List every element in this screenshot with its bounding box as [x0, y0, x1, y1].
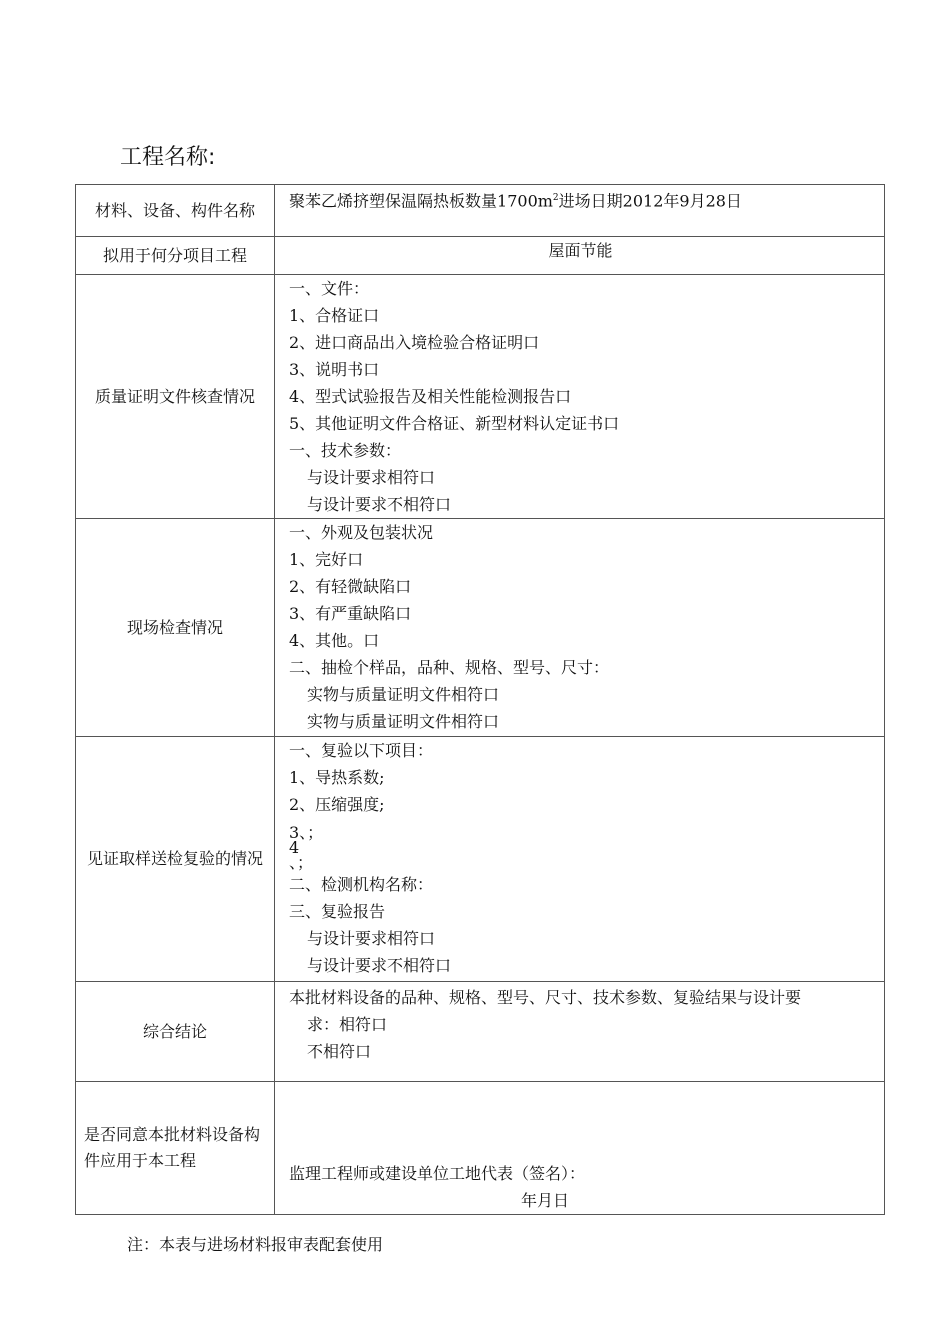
site-line: 一、外观及包装状况	[289, 523, 434, 542]
quantity-value: 1700m	[497, 191, 553, 211]
witness-line: 二、检测机构名称：	[289, 875, 434, 894]
site-line: 实物与质量证明文件相符口	[307, 712, 500, 731]
conclusion-label: 综合结论	[76, 982, 275, 1082]
witness-line: 1、导热系数;	[289, 768, 385, 787]
site-line: 4、其他。口	[289, 631, 380, 650]
quality-line: 2、进口商品出入境检验合格证明口	[289, 333, 540, 352]
material-label: 材料、设备、构件名称	[76, 185, 275, 237]
row-usage	[76, 237, 885, 275]
material-value	[275, 185, 885, 237]
material-name: 聚苯乙烯挤塑保温隔热板	[289, 191, 466, 211]
approval-date: 年月日	[521, 1191, 570, 1210]
arrival-date-value: 2012年9月28日	[622, 191, 742, 211]
witness-line: 、；	[289, 853, 314, 872]
row-approval	[76, 1082, 885, 1215]
arrival-date-label: 进场日期	[558, 191, 623, 211]
quality-line: 1、合格证口	[289, 306, 380, 325]
quality-line: 4、型式试验报告及相关性能检测报告口	[289, 387, 572, 406]
quantity-unit-sup: 2	[552, 193, 559, 203]
usage-value: 屋面节能	[275, 237, 885, 275]
site-line: 2、有轻微缺陷口	[289, 577, 412, 596]
witness-line: 2、压缩强度;	[289, 795, 385, 814]
row-quality-docs	[76, 275, 885, 519]
usage-label: 拟用于何分项目工程	[76, 237, 275, 275]
quantity-label: 数量	[465, 191, 498, 211]
site-check-label: 现场检查情况	[76, 519, 275, 737]
supervisor-signature-line: 监理工程师或建设单位工地代表（签名）：	[289, 1164, 586, 1183]
conclusion-content	[275, 982, 885, 1082]
row-conclusion	[76, 982, 885, 1082]
quality-docs-label: 质量证明文件核查情况	[76, 275, 275, 519]
quality-line: 与设计要求相符口	[307, 468, 436, 487]
witness-line: 4	[289, 838, 300, 857]
witness-line: 一、复验以下项目：	[289, 741, 434, 760]
quality-line: 与设计要求不相符口	[307, 495, 452, 514]
approval-content	[275, 1082, 885, 1215]
quality-line: 一、文件：	[289, 279, 370, 298]
approval-label: 是否同意本批材料设备构件应用于本工程	[76, 1082, 275, 1215]
quality-docs-content	[275, 275, 885, 519]
site-check-content	[275, 519, 885, 737]
row-witness-sampling	[76, 737, 885, 982]
site-line: 实物与质量证明文件相符口	[307, 685, 500, 704]
conclusion-line: 本批材料设备的品种、规格、型号、尺寸、技术参数、复验结果与设计要	[289, 988, 802, 1007]
witness-line: 与设计要求不相符口	[307, 956, 452, 975]
conclusion-line: 求：相符口	[307, 1015, 388, 1034]
material-inspection-form	[75, 184, 885, 1215]
quality-line: 3、说明书口	[289, 360, 380, 379]
quality-line: 一、技术参数：	[289, 441, 402, 460]
footnote: 注：本表与进场材料报审表配套使用	[127, 1235, 384, 1254]
witness-line: 三、复验报告	[289, 902, 386, 921]
conclusion-line: 不相符口	[307, 1042, 372, 1061]
row-material	[76, 185, 885, 237]
row-site-check	[76, 519, 885, 737]
site-line: 二、抽检个样品，品种、规格、型号、尺寸：	[289, 658, 610, 677]
site-line: 3、有严重缺陷口	[289, 604, 412, 623]
quality-line: 5、其他证明文件合格证、新型材料认定证书口	[289, 414, 620, 433]
witness-line: 与设计要求相符口	[307, 929, 436, 948]
witness-sampling-content	[275, 737, 885, 982]
witness-sampling-label: 见证取样送检复验的情况	[76, 737, 275, 982]
witness-line: 3、；	[289, 823, 324, 842]
project-name-label: 工程名称:	[120, 145, 216, 170]
site-line: 1、完好口	[289, 550, 364, 569]
